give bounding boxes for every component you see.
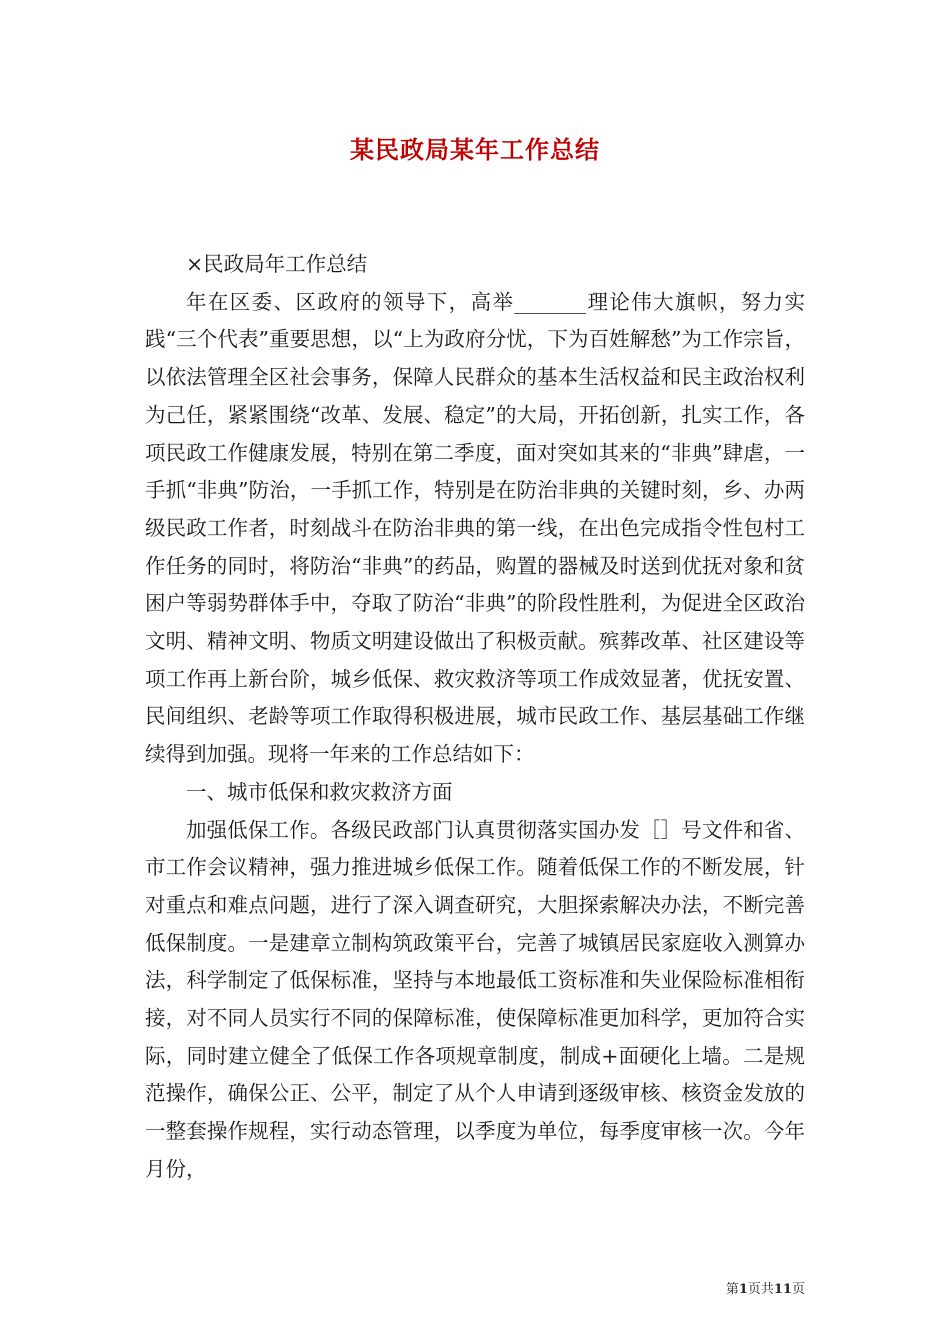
paragraph-heading: ×民政局年工作总结 [186, 252, 368, 276]
section-heading: 一、城市低保和救灾救济方面 [186, 779, 453, 804]
footer-page-number: 1 [738, 1282, 748, 1297]
footer-total-pages: 11 [773, 1282, 792, 1297]
paragraph-intro: 年在区委、区政府的领导下，高举_______理论伟大旗帜，努力实践“三个代表”重要思想，以“上为政府分忧，下为百姓解愁”为工作宗旨，以依法管理全区社会事务，保障人民群众的基本生活权益和民主政治权利为己任，紧紧围绕“改革、发展、稳定”的大局，开拓创新，扎实工作，各项民政工作健康发展，特别在第二季度，面对突如其来的“非典”肆虐，一手抓“非典”防治，一手抓工作，特别是在防治非典的关键时刻，乡、办两级民政工作者，时刻战斗在防治非典的第一线，在出色完成指令性包村工作任务的同时，将防治“非典”的药品，购置的器械及时送到优抚对象和贫困户等弱势群体手中，夺取了防治“非典”的阶段性胜利，为促进全区政治文明、精神文明、物质文明建设做出了积极贡献。殡葬改革、社区建设等项工作再上新台阶，城乡低保、救灾救济等项工作成效显著，优抚安置、民间组织、老龄等项工作取得积极进展，城市民政工作、基层基础工作继续得到加强。现将一年来的工作总结如下： [145, 289, 805, 767]
paragraph-low-income: 加强低保工作。各级民政部门认真贯彻落实国办发［］号文件和省、市工作会议精神，强力推进城乡低保工作。随着低保工作的不断发展，针对重点和难点问题，进行了深入调查研究，大胆探索解决办法，不断完善低保制度。一是建章立制构筑政策平台，完善了城镇居民家庭收入测算办法，科学制定了低保标准，坚持与本地最低工资标准和失业保险标准相衔接，对不同人员实行不同的保障标准，使保障标准更加科学，更加符合实际，同时建立健全了低保工作各项规章制度，制成+面硬化上墙。二是规范操作，确保公正、公平，制定了从个人申请到逐级审核、核资金发放的一整套操作规程，实行动态管理，以季度为单位，每季度审核一次。今年月份， [145, 817, 805, 1181]
footer-suffix: 页 [791, 1282, 805, 1297]
footer-middle: 页共 [747, 1282, 774, 1297]
page-footer [726, 1281, 805, 1299]
document-title: 某民政局某年工作总结 [350, 135, 600, 164]
footer-prefix: 第 [725, 1282, 739, 1297]
document-body [145, 246, 805, 1189]
